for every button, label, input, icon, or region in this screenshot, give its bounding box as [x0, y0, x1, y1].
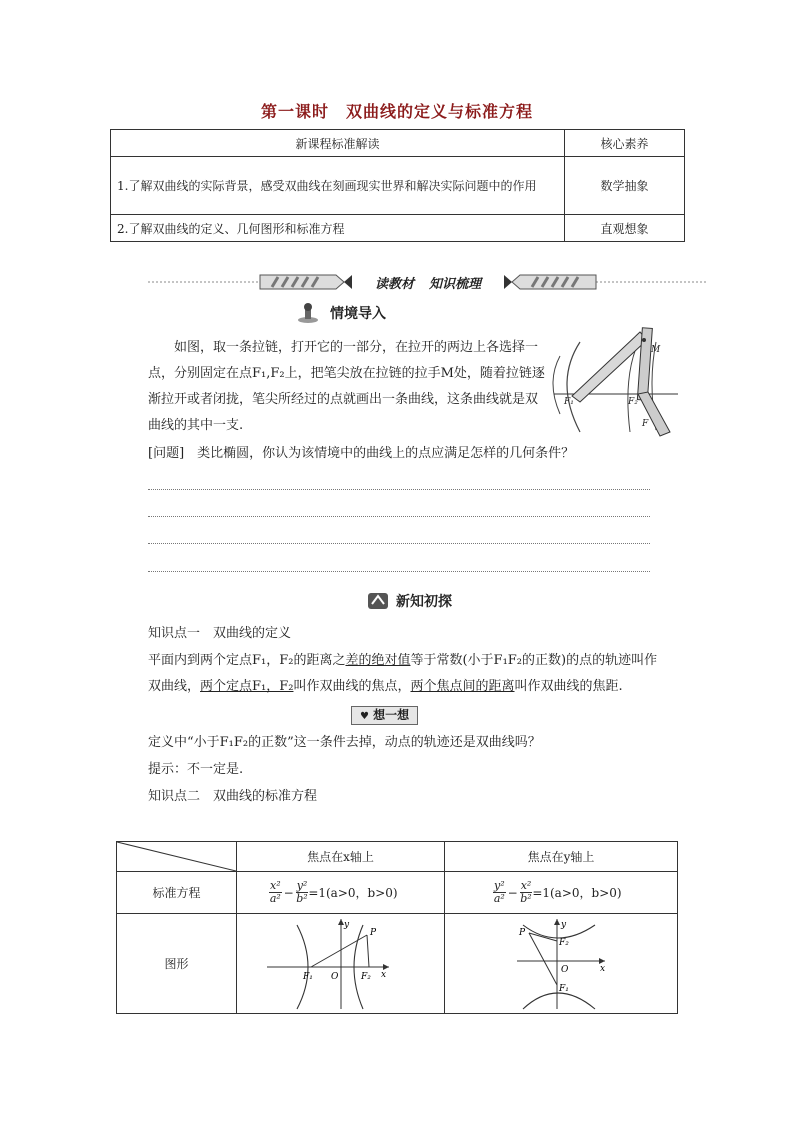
col-header-x: 焦点在x轴上 — [237, 842, 445, 872]
table-corner-cell — [117, 842, 237, 872]
section-banner — [148, 272, 708, 292]
equation-table — [116, 841, 678, 1014]
table-header-standard: 新课程标准解读 — [111, 130, 565, 157]
table-row-2-literacy: 直观想象 — [565, 215, 685, 242]
pin-icon — [296, 302, 326, 324]
answer-line-3 — [148, 543, 650, 544]
book-icon — [366, 590, 392, 612]
think-question: 定义中“小于F₁F₂的正数”这一条件去掉，动点的轨迹还是双曲线吗？ — [148, 735, 541, 750]
svg-text:P: P — [370, 927, 377, 938]
situation-heading-text: 情境导入 — [330, 306, 386, 322]
svg-text:F₁: F₁ — [559, 983, 569, 994]
table-row-2-text: 2.了解双曲线的定义、几何图形和标准方程 — [111, 215, 565, 242]
think-answer: 提示：不一定是. — [148, 762, 244, 777]
fig-label-f1: F₁ — [564, 397, 574, 407]
hyperbola-y-graph — [445, 915, 675, 1013]
svg-text:y: y — [344, 919, 350, 930]
kp2-title: 知识点二 双曲线的标准方程 — [148, 789, 318, 804]
new-knowledge-heading-text: 新知初探 — [396, 594, 452, 610]
svg-text:F₂: F₂ — [361, 971, 371, 982]
equation-x-cell: $\frac{\text{x²}}{\text{a²}}$ − $\frac{\text{y²}}{\text{b²}}$ =1(a>0，b>0) — [237, 872, 445, 914]
svg-text:F₂: F₂ — [559, 937, 569, 948]
banner-left-text: 读教材 — [374, 277, 414, 292]
table-header-literacy: 核心素养 — [565, 130, 685, 157]
row-label-equation: 标准方程 — [117, 872, 237, 914]
table-row-1-literacy: 数学抽象 — [565, 157, 685, 215]
answer-line-4 — [148, 571, 650, 572]
row-label-graph: 图形 — [117, 914, 237, 1014]
fig-label-f2: F₂ — [628, 397, 638, 407]
kp1-title: 知识点一 双曲线的定义 — [148, 626, 292, 641]
banner-right-text: 知识梳理 — [429, 277, 482, 292]
svg-text:y: y — [561, 919, 567, 930]
svg-text:x: x — [600, 963, 606, 974]
new-knowledge-heading — [366, 590, 452, 612]
svg-text:F₁: F₁ — [303, 971, 313, 982]
zipper-figure — [552, 322, 692, 442]
def-underline-distance: 两个焦点间的距离 — [410, 679, 515, 694]
svg-text:P: P — [519, 927, 526, 938]
graph-x-cell — [237, 914, 445, 1014]
def-underline-abs-diff: 差的绝对值 — [345, 653, 411, 668]
definition-paragraph: 平面内到两个定点F₁，F₂的距离之差的绝对值等于常数(小于F₁F₂的正数)的点的轨迹叫作双曲线，两个定点F₁，F₂叫作双曲线的焦点，两个焦点间的距离叫作双曲线的焦距. — [148, 653, 658, 694]
graph-y-cell — [445, 914, 678, 1014]
situation-paragraph: 如图，取一条拉链，打开它的一部分，在拉开的两边上各选择一点，分别固定在点F₁,F₂上，把笔尖放在拉链的拉手M处，随着拉链逐渐拉开或者闭拢，笔尖所经过的点就画出一条曲线，这条曲线就是双曲线的其中一支. — [148, 340, 545, 433]
fig-label-f: F — [642, 419, 649, 429]
hyperbola-x-graph — [237, 915, 444, 1013]
table-row-1-text: 1.了解双曲线的实际背景，感受双曲线在刻画现实世界和解决实际问题中的作用 — [111, 157, 565, 215]
svg-text:O: O — [561, 964, 569, 975]
curriculum-table — [110, 129, 685, 242]
answer-line-2 — [148, 516, 650, 517]
page-title: 第一课时 双曲线的定义与标准方程 — [260, 102, 533, 121]
situation-question: [问题] 类比椭圆，你认为该情境中的曲线上的点应满足怎样的几何条件？ — [148, 446, 575, 461]
col-header-y: 焦点在y轴上 — [445, 842, 678, 872]
fig-label-m: M — [651, 345, 661, 355]
answer-line-1 — [148, 489, 650, 490]
think-badge: ♥ 想一想 — [351, 706, 418, 725]
svg-text:x: x — [381, 969, 387, 980]
def-underline-foci: 两个定点F₁，F₂ — [200, 679, 294, 694]
heart-icon: ♥ — [360, 711, 369, 722]
situation-heading — [296, 302, 386, 324]
equation-y-cell: $\frac{\text{y²}}{\text{a²}}$ − $\frac{\text{x²}}{\text{b²}}$ =1(a>0，b>0) — [445, 872, 678, 914]
svg-text:O: O — [331, 971, 339, 982]
